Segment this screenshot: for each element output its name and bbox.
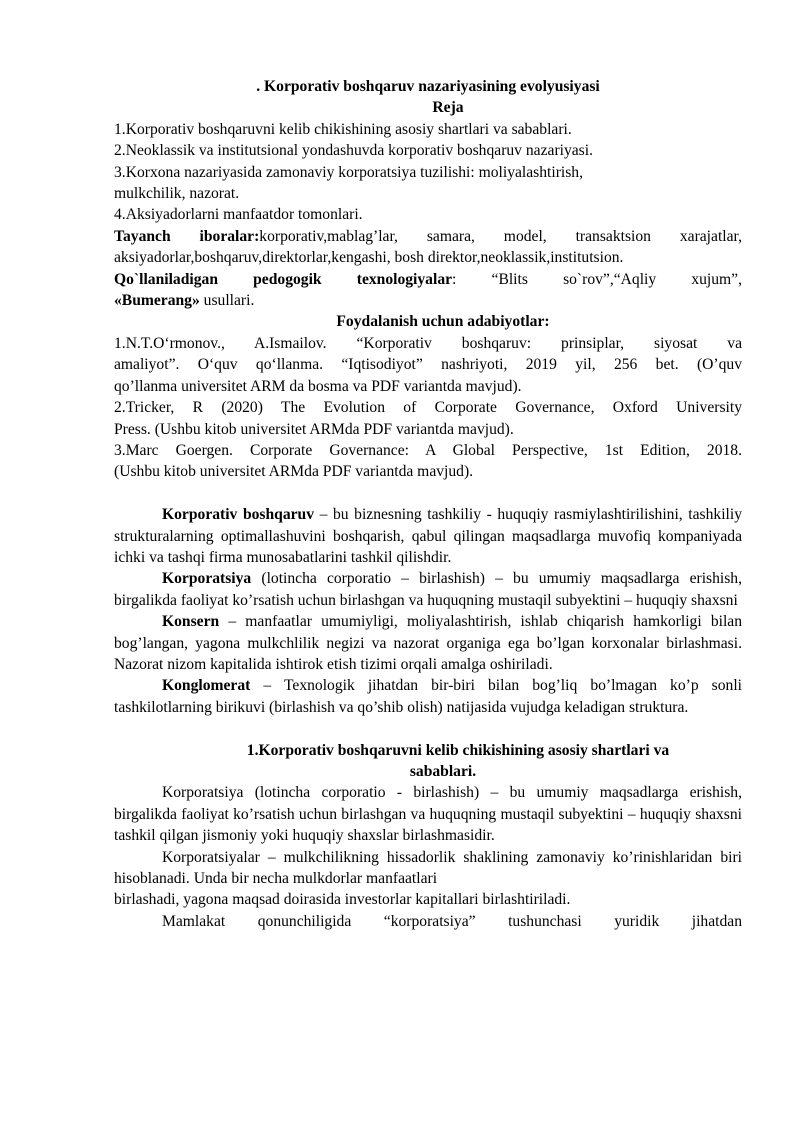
definition-paragraph: Korporativ boshqaruv – bu biznesning tashkiliy - huquqiy rasmiylashtirilishini, tashkiliy strukturalarning optimallashuvini boshqarish, qabul qilingan maqsadlarga muvofiq kompaniyada ichki va tashqi firma munosabatlarini tashkil qilishdir. bbox=[114, 506, 742, 566]
section-heading: sabablari. bbox=[409, 762, 477, 780]
keywords-label: Tayanch iboralar: bbox=[114, 227, 260, 245]
definition-term: Korporatsiya bbox=[162, 570, 252, 588]
plan-item: 2.Neoklassik va institutsional yondashuvda korporativ boshqaruv nazariyasi. bbox=[114, 142, 593, 160]
definition-term: Korporativ boshqaruv bbox=[162, 506, 315, 524]
reference-line: 3.Marc Goergen. Corporate Governance: A Global Perspective, 1st Edition, 2018. bbox=[114, 441, 742, 459]
references-heading: Foydalanish uchun adabiyotlar: bbox=[336, 313, 550, 331]
reference-line: amaliyot”. O‘quv qo‘llanma. “Iqtisodiyot” nashriyoti, 2019 yil, 256 bet. (O’quv bbox=[114, 356, 742, 374]
keywords-line: aksiyadorlar,boshqaruv,direktorlar,kengashi, bosh direktor,neoklassik,institutsion. bbox=[114, 249, 624, 267]
reference-line: (Ushbu kitob universitet ARMda PDF variantda mavjud). bbox=[114, 463, 474, 481]
body-paragraph: Korporatsiyalar – mulkchilikning hissadorlik shaklining zamonaviy ko’rinishlaridan biri hisoblanadi. Unda bir necha mulkdorlar manfaatlari bbox=[114, 848, 742, 887]
reference-line: 2.Tricker, R (2020) The Evolution of Corporate Governance, Oxford University bbox=[114, 399, 742, 417]
body-paragraph: birlashadi, yagona maqsad doirasida investorlar kapitallari birlashtiriladi. bbox=[114, 891, 571, 909]
definition-paragraph: Konglomerat – Texnologik jihatdan bir-biri bilan bog’liq bo’lmagan ko’p sonli tashkilotlarning birikuvi (birlashish va qo’shib olish) natijasida vujudga keladigan struktura. bbox=[114, 677, 742, 716]
technologies-label: Qo`llaniladigan pedogogik texnologiyalar bbox=[114, 270, 453, 288]
plan-item: 3.Korxona nazariyasida zamonaviy korporatsiya tuzilishi: moliyalashtirish, bbox=[114, 163, 583, 181]
plan-item: 4.Aksiyadorlarni manfaatdor tomonlari. bbox=[114, 206, 363, 224]
definition-paragraph: Konsern – manfaatlar umumiyligi, moliyalashtirish, ishlab chiqarish hamkorligi bilan bog’langan, yagona mulkchlilik negizi va nazorat organiga ega bo’lgan korxonalar birlashmasi. Nazorat nizom kapitalida ishtirok etish tizimi orqali amalga oshiriladi. bbox=[114, 613, 742, 673]
reference-line: 1.N.T.O‘rmonov., A.Ismailov. “Korporativ boshqaruv: prinsiplar, siyosat va bbox=[114, 334, 742, 352]
body-paragraph: Mamlakat qonunchiligida “korporatsiya” tushunchasi yuridik jihatdan bbox=[162, 912, 742, 930]
plan-item: 1.Korporativ boshqaruvni kelib chikishining asosiy shartlari va sabablari. bbox=[114, 120, 572, 138]
technologies-line: Qo`llaniladigan pedogogik texnologiyalar: “Blits so`rov”,“Aqliy xujum”, bbox=[114, 270, 742, 288]
body-paragraph: Korporatsiya (lotincha corporatio - birlashish) – bu umumiy maqsadlarga erishish, birgalikda faoliyat ko’rsatish uchun birlashgan va huquqning mustaqil subyektini – huquqiy shaxsni tashkil qilgan jismoniy yoki huquqiy shaxslar birlashmasidir. bbox=[114, 784, 742, 845]
definition-term: Konsern bbox=[162, 613, 220, 631]
reference-line: qo’llanma universitet ARM da bosma va PDF variantda mavjud). bbox=[114, 377, 522, 395]
technologies-line: «Bumerang» usullari. bbox=[114, 292, 255, 310]
definition-paragraph: Korporatsiya (lotincha corporatio – birlashish) – bu umumiy maqsadlarga erishish, birgalikda faoliyat ko’rsatish uchun birlashgan va huquqning mustaqil subyektini – huquqiy shaxsni bbox=[114, 570, 742, 609]
keywords-line: Tayanch iboralar:korporativ,mablag’lar, samara, model, transaktsion xarajatlar, bbox=[114, 227, 742, 245]
definition-term: Konglomerat bbox=[162, 677, 251, 695]
document-page bbox=[114, 76, 742, 932]
document-title: . Korporativ boshqaruv nazariyasining evolyusiyasi bbox=[256, 78, 600, 95]
plan-heading: Reja bbox=[432, 99, 464, 117]
plan-item: mulkchilik, nazorat. bbox=[114, 185, 240, 203]
section-heading: 1.Korporativ boshqaruvni kelib chikishining asosiy shartlari va bbox=[246, 741, 670, 759]
reference-line: Press. (Ushbu kitob universitet ARMda PDF variantda mavjud). bbox=[114, 420, 514, 438]
